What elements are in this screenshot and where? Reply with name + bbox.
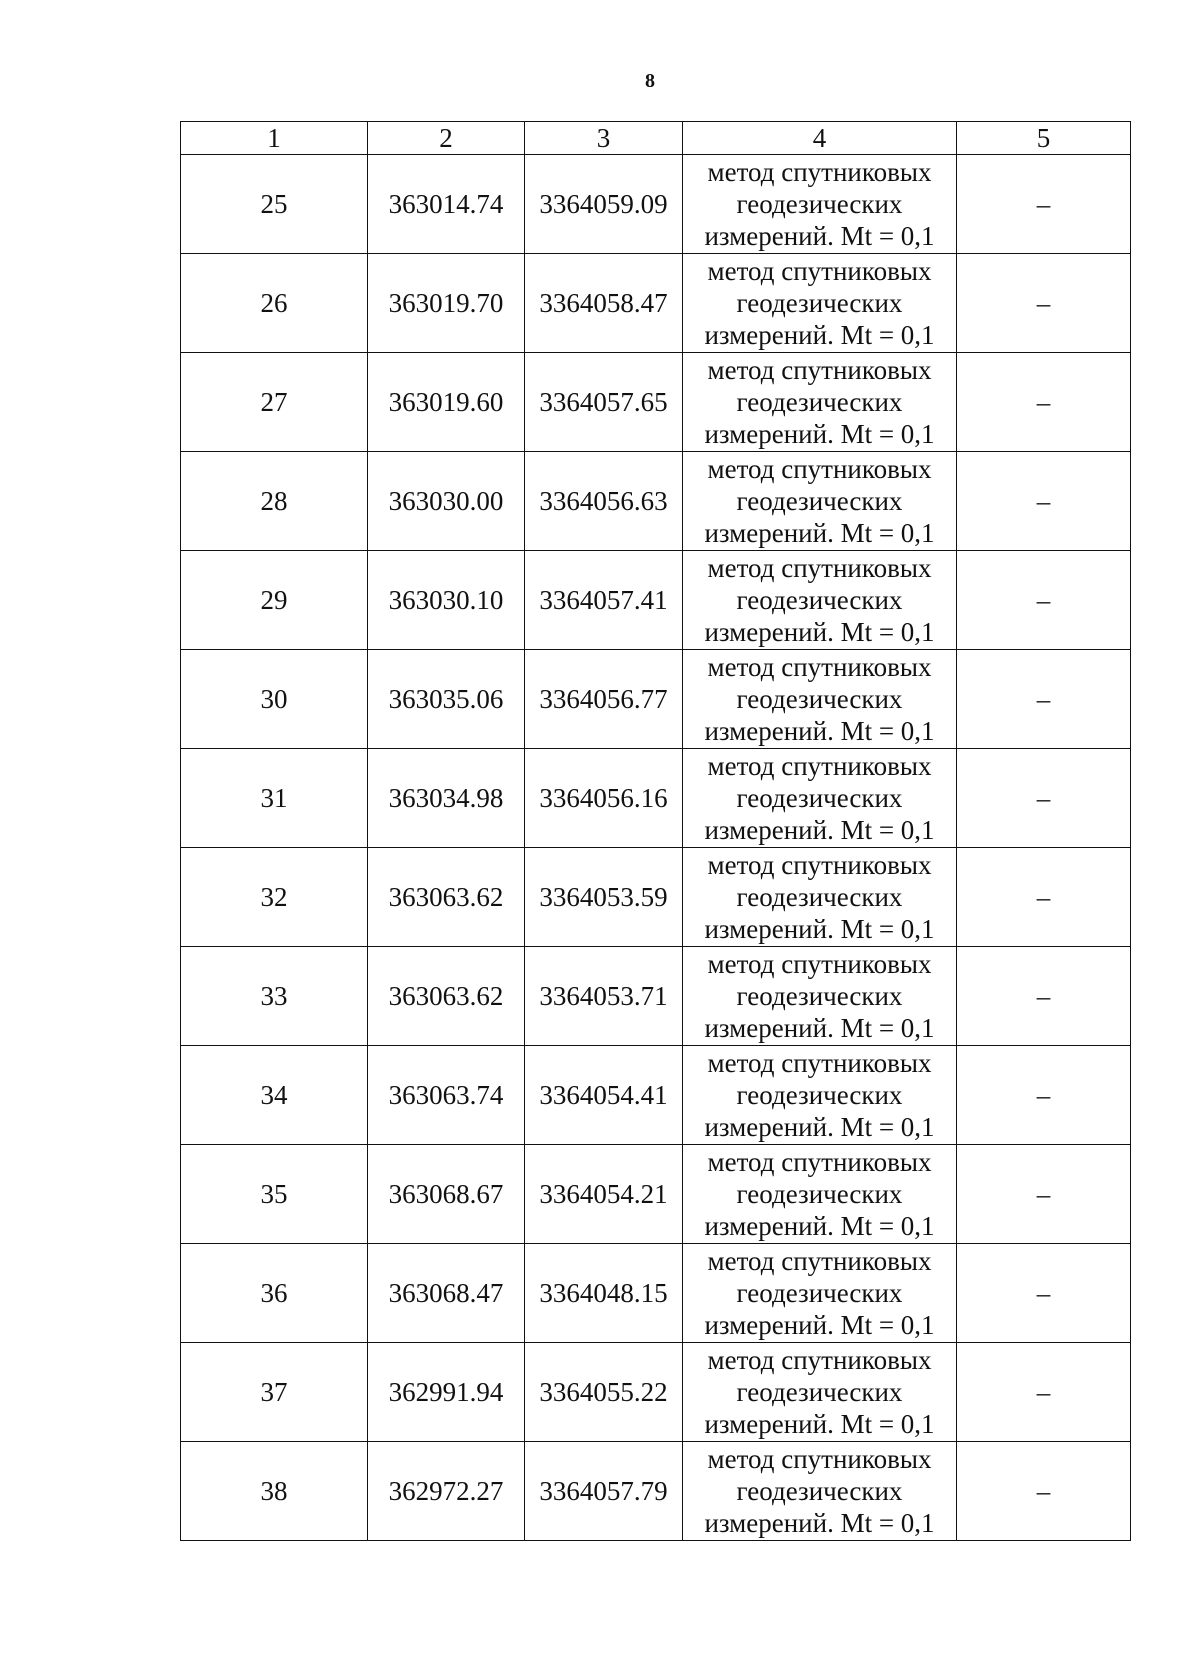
- point-number-cell: 31: [181, 749, 368, 848]
- page-number: 8: [645, 70, 655, 92]
- y-coordinate-cell: 3364059.09: [525, 155, 683, 254]
- method-cell: [683, 452, 957, 551]
- table-row: [181, 749, 1131, 848]
- method-cell: [683, 947, 957, 1046]
- x-coordinate-cell: 363063.62: [368, 848, 525, 947]
- table-row: [181, 155, 1131, 254]
- y-coordinate-cell: 3364058.47: [525, 254, 683, 353]
- point-number-cell: 27: [181, 353, 368, 452]
- coordinates-table: [180, 121, 1131, 1541]
- method-cell: [683, 254, 957, 353]
- point-number-cell: 30: [181, 650, 368, 749]
- method-cell: [683, 1343, 957, 1442]
- method-line: метод спутниковых: [707, 256, 932, 286]
- point-number-cell: 25: [181, 155, 368, 254]
- table-row: [181, 947, 1131, 1046]
- method-line: геодезических: [736, 486, 903, 516]
- table-row: [181, 650, 1131, 749]
- table-row: [181, 452, 1131, 551]
- method-line: измерений. Mt = 0,1: [704, 518, 935, 548]
- method-cell: [683, 1244, 957, 1343]
- table-row: [181, 1442, 1131, 1541]
- method-cell: [683, 1145, 957, 1244]
- point-number-cell: 28: [181, 452, 368, 551]
- method-line: измерений. Mt = 0,1: [704, 320, 935, 350]
- method-line: измерений. Mt = 0,1: [704, 815, 935, 845]
- x-coordinate-cell: 363068.67: [368, 1145, 525, 1244]
- method-line: геодезических: [736, 387, 903, 417]
- method-line: измерений. Mt = 0,1: [704, 617, 935, 647]
- method-line: измерений. Mt = 0,1: [704, 716, 935, 746]
- method-line: метод спутниковых: [707, 1048, 932, 1078]
- note-cell: –: [957, 1145, 1131, 1244]
- x-coordinate-cell: 363019.60: [368, 353, 525, 452]
- point-number-cell: 34: [181, 1046, 368, 1145]
- table-row: [181, 1046, 1131, 1145]
- header-cell-1: 1: [181, 122, 368, 155]
- y-coordinate-cell: 3364057.41: [525, 551, 683, 650]
- method-cell: [683, 353, 957, 452]
- y-coordinate-cell: 3364054.21: [525, 1145, 683, 1244]
- method-line: геодезических: [736, 1179, 903, 1209]
- header-cell-4: 4: [683, 122, 957, 155]
- table-body: [181, 155, 1131, 1541]
- method-line: геодезических: [736, 288, 903, 318]
- note-cell: –: [957, 353, 1131, 452]
- method-line: метод спутниковых: [707, 1147, 932, 1177]
- x-coordinate-cell: 363068.47: [368, 1244, 525, 1343]
- method-line: измерений. Mt = 0,1: [704, 221, 935, 251]
- point-number-cell: 38: [181, 1442, 368, 1541]
- method-line: метод спутниковых: [707, 454, 932, 484]
- method-line: измерений. Mt = 0,1: [704, 1409, 935, 1439]
- x-coordinate-cell: 363063.74: [368, 1046, 525, 1145]
- method-cell: [683, 650, 957, 749]
- method-line: геодезических: [736, 1377, 903, 1407]
- x-coordinate-cell: 363034.98: [368, 749, 525, 848]
- note-cell: –: [957, 551, 1131, 650]
- method-line: геодезических: [736, 1476, 903, 1506]
- table-row: [181, 551, 1131, 650]
- x-coordinate-cell: 362991.94: [368, 1343, 525, 1442]
- method-cell: [683, 848, 957, 947]
- method-line: метод спутниковых: [707, 1444, 932, 1474]
- point-number-cell: 32: [181, 848, 368, 947]
- method-line: измерений. Mt = 0,1: [704, 1013, 935, 1043]
- header-row: [181, 122, 1131, 155]
- note-cell: –: [957, 947, 1131, 1046]
- table-row: [181, 1343, 1131, 1442]
- y-coordinate-cell: 3364056.16: [525, 749, 683, 848]
- header-cell-5: 5: [957, 122, 1131, 155]
- method-cell: [683, 749, 957, 848]
- header-cell-3: 3: [525, 122, 683, 155]
- x-coordinate-cell: 363019.70: [368, 254, 525, 353]
- note-cell: –: [957, 155, 1131, 254]
- method-line: метод спутниковых: [707, 652, 932, 682]
- method-line: метод спутниковых: [707, 1345, 932, 1375]
- point-number-cell: 37: [181, 1343, 368, 1442]
- method-line: метод спутниковых: [707, 355, 932, 385]
- y-coordinate-cell: 3364057.79: [525, 1442, 683, 1541]
- method-line: метод спутниковых: [707, 949, 932, 979]
- method-line: метод спутниковых: [707, 553, 932, 583]
- table-row: [181, 848, 1131, 947]
- table-row: [181, 1244, 1131, 1343]
- point-number-cell: 36: [181, 1244, 368, 1343]
- x-coordinate-cell: 363030.00: [368, 452, 525, 551]
- point-number-cell: 35: [181, 1145, 368, 1244]
- method-line: метод спутниковых: [707, 751, 932, 781]
- note-cell: –: [957, 1343, 1131, 1442]
- point-number-cell: 29: [181, 551, 368, 650]
- method-line: измерений. Mt = 0,1: [704, 1112, 935, 1142]
- y-coordinate-cell: 3364048.15: [525, 1244, 683, 1343]
- method-line: геодезических: [736, 1278, 903, 1308]
- x-coordinate-cell: 363035.06: [368, 650, 525, 749]
- y-coordinate-cell: 3364055.22: [525, 1343, 683, 1442]
- x-coordinate-cell: 363030.10: [368, 551, 525, 650]
- y-coordinate-cell: 3364053.59: [525, 848, 683, 947]
- method-line: измерений. Mt = 0,1: [704, 1211, 935, 1241]
- method-line: геодезических: [736, 189, 903, 219]
- note-cell: –: [957, 749, 1131, 848]
- x-coordinate-cell: 363063.62: [368, 947, 525, 1046]
- method-line: метод спутниковых: [707, 850, 932, 880]
- method-line: геодезических: [736, 981, 903, 1011]
- y-coordinate-cell: 3364053.71: [525, 947, 683, 1046]
- method-cell: [683, 1442, 957, 1541]
- table-row: [181, 254, 1131, 353]
- method-line: измерений. Mt = 0,1: [704, 1508, 935, 1538]
- note-cell: –: [957, 848, 1131, 947]
- note-cell: –: [957, 650, 1131, 749]
- note-cell: –: [957, 1442, 1131, 1541]
- method-line: метод спутниковых: [707, 1246, 932, 1276]
- method-line: измерений. Mt = 0,1: [704, 1310, 935, 1340]
- method-cell: [683, 1046, 957, 1145]
- method-line: геодезических: [736, 585, 903, 615]
- method-cell: [683, 551, 957, 650]
- method-line: геодезических: [736, 1080, 903, 1110]
- y-coordinate-cell: 3364056.63: [525, 452, 683, 551]
- table-row: [181, 353, 1131, 452]
- method-line: метод спутниковых: [707, 157, 932, 187]
- method-line: измерений. Mt = 0,1: [704, 914, 935, 944]
- y-coordinate-cell: 3364054.41: [525, 1046, 683, 1145]
- method-line: геодезических: [736, 882, 903, 912]
- point-number-cell: 26: [181, 254, 368, 353]
- note-cell: –: [957, 452, 1131, 551]
- x-coordinate-cell: 362972.27: [368, 1442, 525, 1541]
- method-line: геодезических: [736, 684, 903, 714]
- method-line: геодезических: [736, 783, 903, 813]
- note-cell: –: [957, 1244, 1131, 1343]
- method-line: измерений. Mt = 0,1: [704, 419, 935, 449]
- method-cell: [683, 155, 957, 254]
- table-row: [181, 1145, 1131, 1244]
- y-coordinate-cell: 3364056.77: [525, 650, 683, 749]
- point-number-cell: 33: [181, 947, 368, 1046]
- note-cell: –: [957, 254, 1131, 353]
- y-coordinate-cell: 3364057.65: [525, 353, 683, 452]
- header-cell-2: 2: [368, 122, 525, 155]
- note-cell: –: [957, 1046, 1131, 1145]
- x-coordinate-cell: 363014.74: [368, 155, 525, 254]
